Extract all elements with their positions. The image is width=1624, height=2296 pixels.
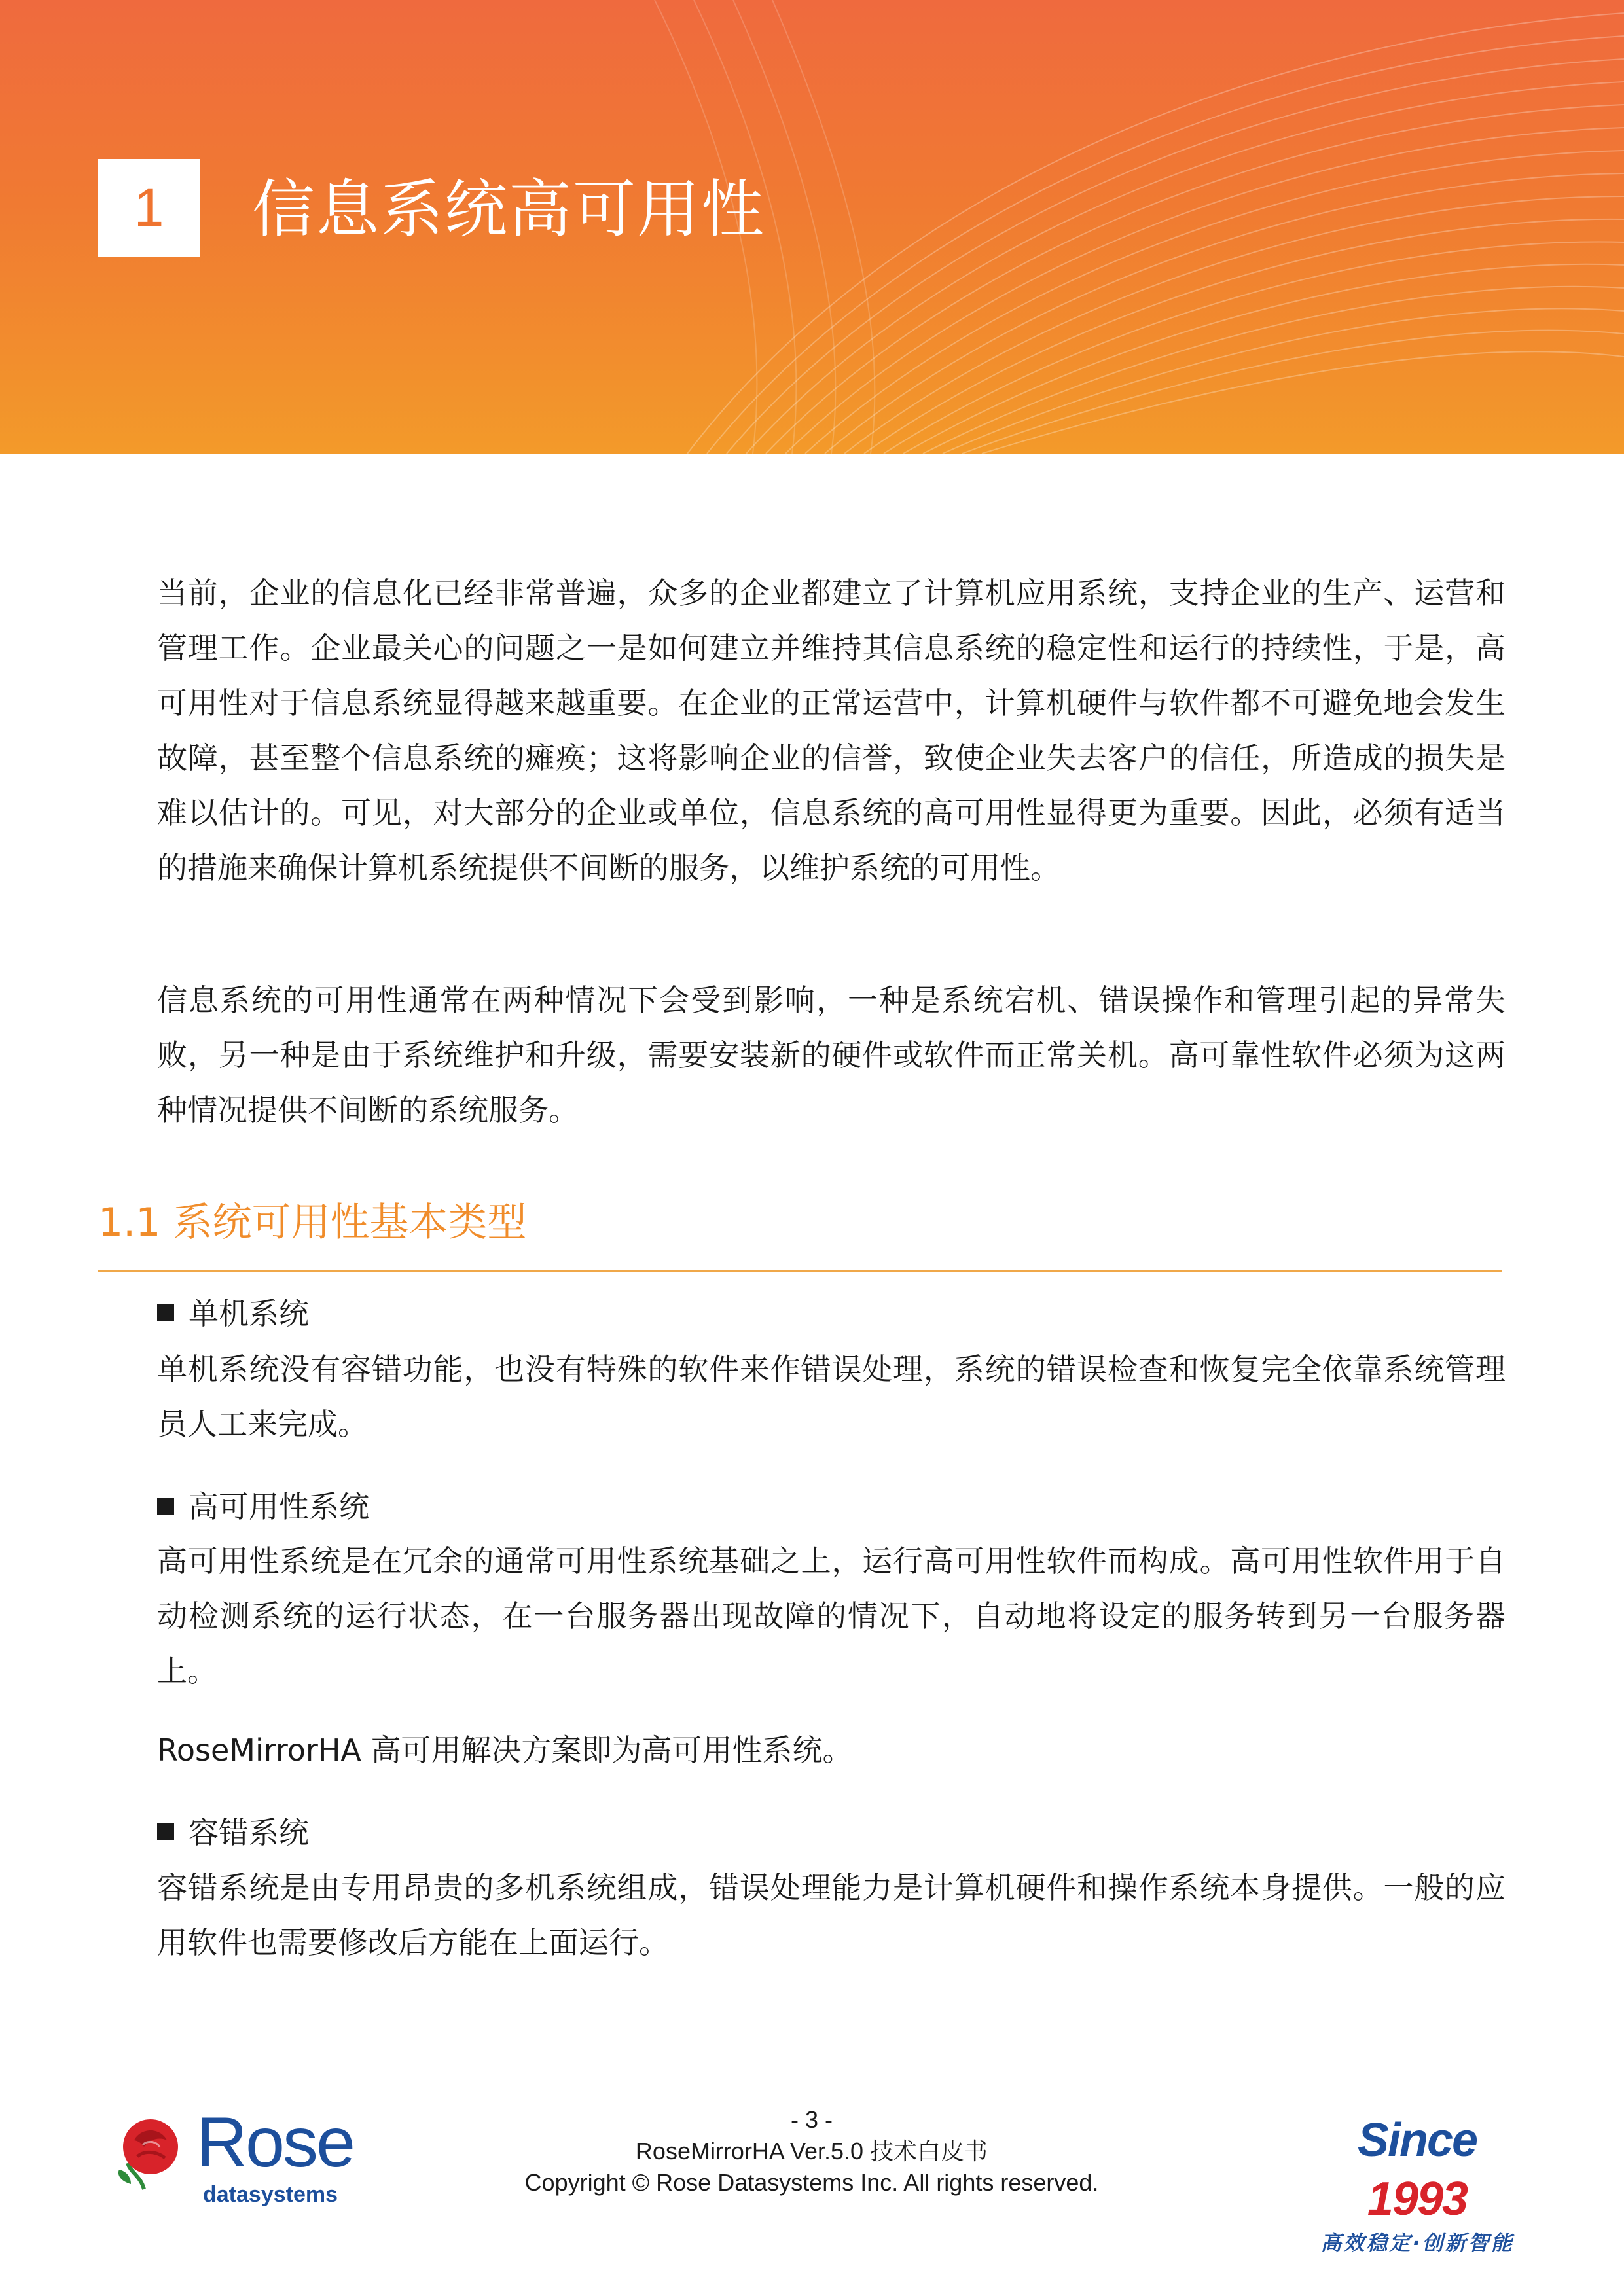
page-number: - 3 - [790, 2106, 833, 2133]
banner-wave-lines [0, 0, 1624, 454]
since-label: Since [1357, 2114, 1477, 2166]
doc-title: RoseMirrorHA Ver.5.0 技术白皮书 [635, 2138, 988, 2164]
bullet-square-icon [157, 1304, 174, 1321]
bullet-heading-high-availability [157, 1479, 369, 1534]
since-year: 1993 [1367, 2173, 1468, 2225]
bullet-heading-label: 单机系统 [189, 1296, 309, 1331]
rose-datasystems-logo [105, 2102, 380, 2209]
footer-info [484, 2104, 1139, 2198]
bullet-heading-label: 容错系统 [189, 1815, 309, 1850]
copyright: Copyright © Rose Datasystems Inc. All rights reserved. [524, 2169, 1099, 2196]
header-banner [0, 0, 1624, 454]
intro-paragraph-1: 当前，企业的信息化已经非常普遍，众多的企业都建立了计算机应用系统，支持企业的生产、运营和管理工作。企业最关心的问题之一是如何建立并维持其信息系统的稳定性和运行的持续性，于是，高可用性对于信息系统显得越来越重要。在企业的正常运营中，计算机硬件与软件都不可避免地会发生故障，甚至整个信息系统的瘫痪；这将影响企业的信誉，致使企业失去客户的信任，所造成的损失是难以估计的。可见，对大部分的企业或单位，信息系统的高可用性显得更为重要。因此，必须有适当的措施来确保计算机系统提供不间断的服务，以维护系统的可用性。 [157, 575, 1506, 886]
high-availability-description: 高可用性系统是在冗余的通常可用性系统基础之上，运行高可用性软件而构成。高可用性软件用于自动检测系统的运行状态，在一台服务器出现故障的情况下，自动地将设定的服务转到另一台服务器上。 [157, 1543, 1506, 1689]
section-divider [98, 1270, 1502, 1272]
since-wordmark [1303, 2111, 1532, 2229]
bullet-square-icon [157, 1498, 174, 1515]
since-1993-logo [1303, 2111, 1532, 2255]
bullet-heading-standalone [157, 1286, 309, 1341]
chapter-number: 1 [134, 178, 164, 238]
standalone-description: 单机系统没有容错功能，也没有特殊的软件来作错误处理，系统的错误检查和恢复完全依靠系统管理员人工来完成。 [157, 1352, 1506, 1442]
slogan: 高效稳定·创新智能 [1320, 2231, 1514, 2255]
section-heading: 1.1 系统可用性基本类型 [98, 1200, 527, 1246]
chapter-title: 信息系统高可用性 [252, 173, 765, 246]
chapter-number-box [98, 159, 200, 257]
bullet-square-icon [157, 1823, 174, 1840]
logo-wordmark: Rose [196, 2102, 354, 2181]
rose-flower-icon [105, 2111, 196, 2209]
intro-paragraph-2: 信息系统的可用性通常在两种情况下会受到影响，一种是系统宕机、错误操作和管理引起的异常失败，另一种是由于系统维护和升级，需要安装新的硬件或软件而正常关机。高可靠性软件必须为这两种情况提供不间断的系统服务。 [157, 982, 1506, 1128]
bullet-heading-fault-tolerant [157, 1805, 309, 1860]
bullet-heading-label: 高可用性系统 [189, 1489, 369, 1524]
rosemirrorha-note: RoseMirrorHA 高可用解决方案即为高可用性系统。 [157, 1732, 853, 1768]
fault-tolerant-description: 容错系统是由专用昂贵的多机系统组成，错误处理能力是计算机硬件和操作系统本身提供。一般的应用软件也需要修改后方能在上面运行。 [157, 1870, 1506, 1960]
logo-subtitle: datasystems [203, 2182, 338, 2207]
